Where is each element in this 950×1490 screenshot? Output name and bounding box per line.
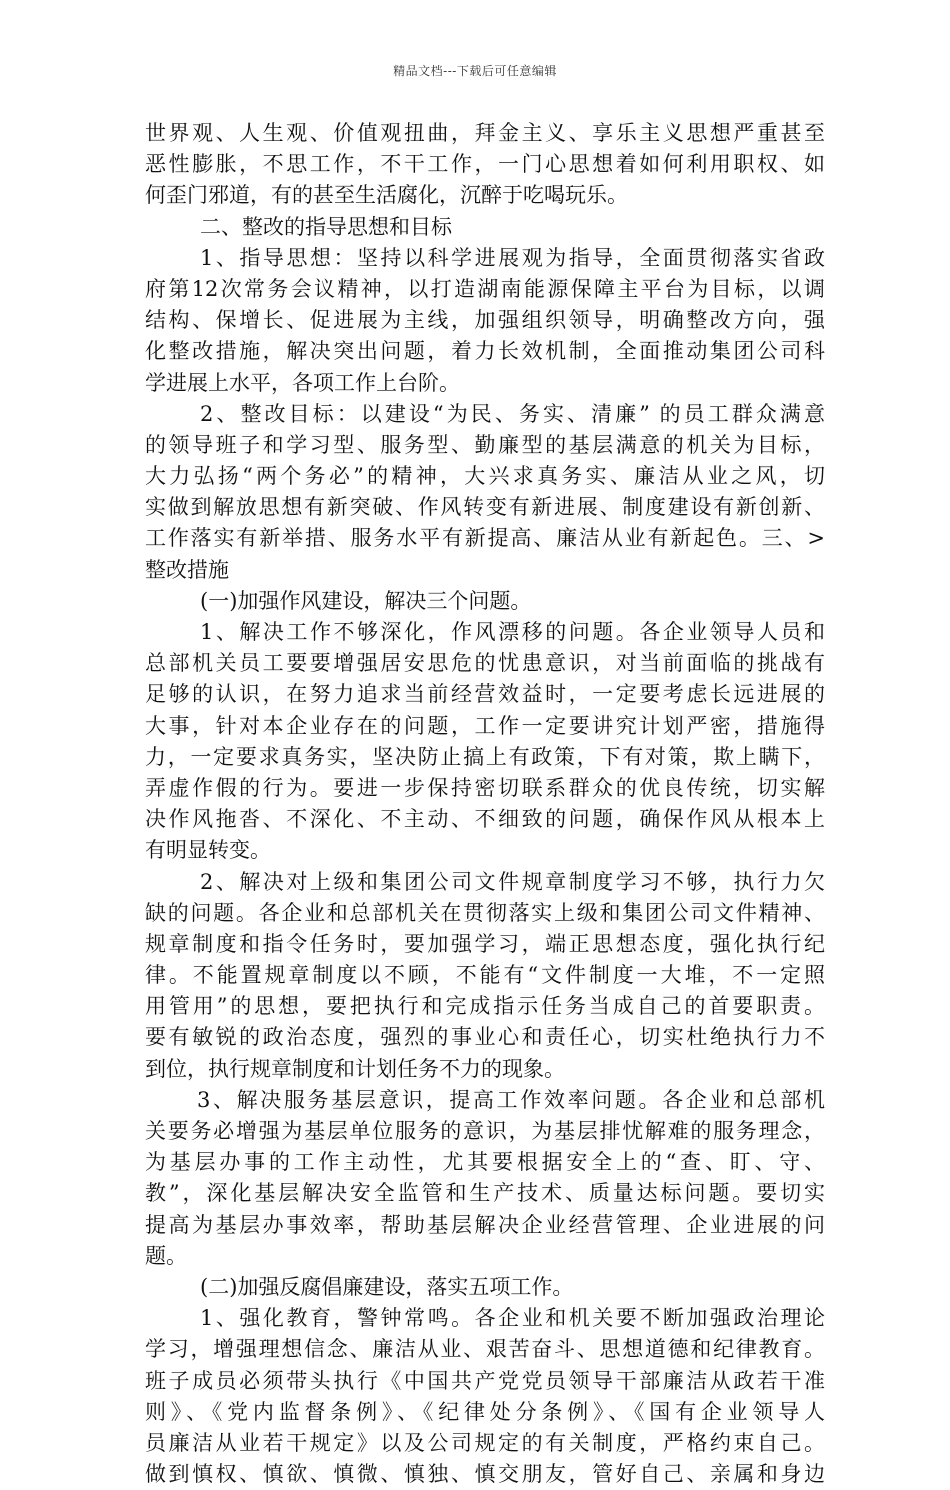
document-body [145, 118, 825, 1490]
text-line: 的领导班子和学习型、服务型、勤廉型的基层满意的机关为目标， [145, 432, 825, 457]
text-line: 1、解决工作不够深化，作风漂移的问题。各企业领导人员和 [200, 620, 825, 644]
text-line: 弄虚作假的行为。要进一步保持密切联系群众的优良传统，切实解 [145, 775, 825, 800]
text-line: 结构、保增长、促进展为主线，加强组织领导，明确整改方向，强 [145, 308, 825, 333]
text-line: 学进展上水平，各项工作上台阶。 [145, 370, 460, 395]
text-line: 1、强化教育，警钟常鸣。各企业和机关要不断加强政治理论 [200, 1306, 825, 1331]
text-line: 用管用”的思想，要把执行和完成指示任务当成自己的首要职责。 [145, 994, 825, 1019]
text-line: 关要务必增强为基层单位服务的意识，为基层排忧解难的服务理念， [145, 1119, 825, 1143]
text-line: 工作落实有新举措、服务水平有新提高、廉洁从业有新起色。三、> [145, 526, 825, 551]
text-line: 则》、《党内监督条例》、《纪律处分条例》、《国有企业领导人 [145, 1399, 825, 1424]
text-line: 教”，深化基层解决安全监管和生产技术、质量达标问题。要切实 [145, 1181, 825, 1206]
text-line: 何歪门邪道，有的甚至生活腐化，沉醉于吃喝玩乐。 [145, 183, 628, 208]
text-line: 实做到解放思想有新突破、作风转变有新进展、制度建设有新创新、 [145, 495, 825, 520]
text-line: 为基层办事的工作主动性，尤其要根据安全上的“查、盯、守、 [145, 1150, 825, 1175]
page-header: 精品文档---下载后可任意编辑 [393, 64, 557, 78]
text-line: 要有敏锐的政治态度，强烈的事业心和责任心，切实杜绝执行力不 [145, 1025, 825, 1050]
text-line: 学习，增强理想信念、廉洁从业、艰苦奋斗、思想道德和纪律教育。 [145, 1337, 825, 1362]
text-line: 恶性膨胀，不思工作，不干工作，一门心思想着如何利用职权、如 [145, 152, 825, 177]
text-line: 世界观、人生观、价值观扭曲，拜金主义、享乐主义思想严重甚至 [145, 121, 825, 145]
text-line: 律。不能置规章制度以不顾，不能有“文件制度一大堆，不一定照 [145, 963, 825, 988]
text-line: 规章制度和指令任务时，要加强学习，端正思想态度，强化执行纪 [145, 931, 825, 956]
text-line: 缺的问题。各企业和总部机关在贯彻落实上级和集团公司文件精神、 [145, 900, 825, 925]
text-line: 大事，针对本企业存在的问题，工作一定要讲究计划严密，措施得 [145, 713, 825, 738]
text-line: 化整改措施，解决突出问题，着力长效机制，全面推动集团公司科 [145, 339, 825, 364]
text-line: 力，一定要求真务实，坚决防止搞上有政策，下有对策，欺上瞒下， [145, 744, 825, 769]
text-line: 做到慎权、慎欲、慎微、慎独、慎交朋友，管好自己、亲属和身边 [145, 1462, 825, 1487]
text-line: 班子成员必须带头执行《中国共产党党员领导干部廉洁从政若干准 [145, 1368, 825, 1393]
text-line: 提高为基层办事效率，帮助基层解决企业经营管理、企业进展的问 [145, 1212, 825, 1237]
text-line: 员廉洁从业若干规定》以及公司规定的有关制度，严格约束自己。 [145, 1430, 825, 1455]
text-line: 决作风拖沓、不深化、不主动、不细致的问题，确保作风从根本上 [145, 807, 825, 832]
text-line: 有明显转变。 [145, 838, 271, 863]
section-heading: 整改措施 [145, 557, 229, 582]
text-line: 2、整改目标：以建设“为民、务实、清廉” 的员工群众满意 [200, 401, 825, 426]
text-line: 1、指导思想：坚持以科学进展观为指导，全面贯彻落实省政 [200, 245, 825, 270]
text-line: 3、解决服务基层意识，提高工作效率问题。各企业和总部机 [197, 1087, 825, 1112]
text-line: 到位，执行规章制度和计划任务不力的现象。 [145, 1056, 565, 1081]
text-line: 总部机关员工要要增强居安思危的忧患意识，对当前面临的挑战有 [145, 651, 825, 676]
text-line: 题。 [145, 1243, 187, 1268]
subsection-heading: (一)加强作风建设，解决三个问题。 [200, 588, 532, 613]
section-heading: 二、整改的指导思想和目标 [200, 214, 452, 239]
text-line: 足够的认识，在努力追求当前经营效益时，一定要考虑长远进展的 [145, 682, 825, 707]
subsection-heading: (二)加强反腐倡廉建设，落实五项工作。 [200, 1274, 574, 1299]
text-line: 府第12次常务会议精神，以打造湖南能源保障主平台为目标，以调 [145, 276, 825, 301]
text-line: 2、解决对上级和集团公司文件规章制度学习不够，执行力欠 [200, 869, 825, 894]
text-line: 大力弘扬“两个务必”的精神，大兴求真务实、廉洁从业之风，切 [145, 464, 825, 489]
